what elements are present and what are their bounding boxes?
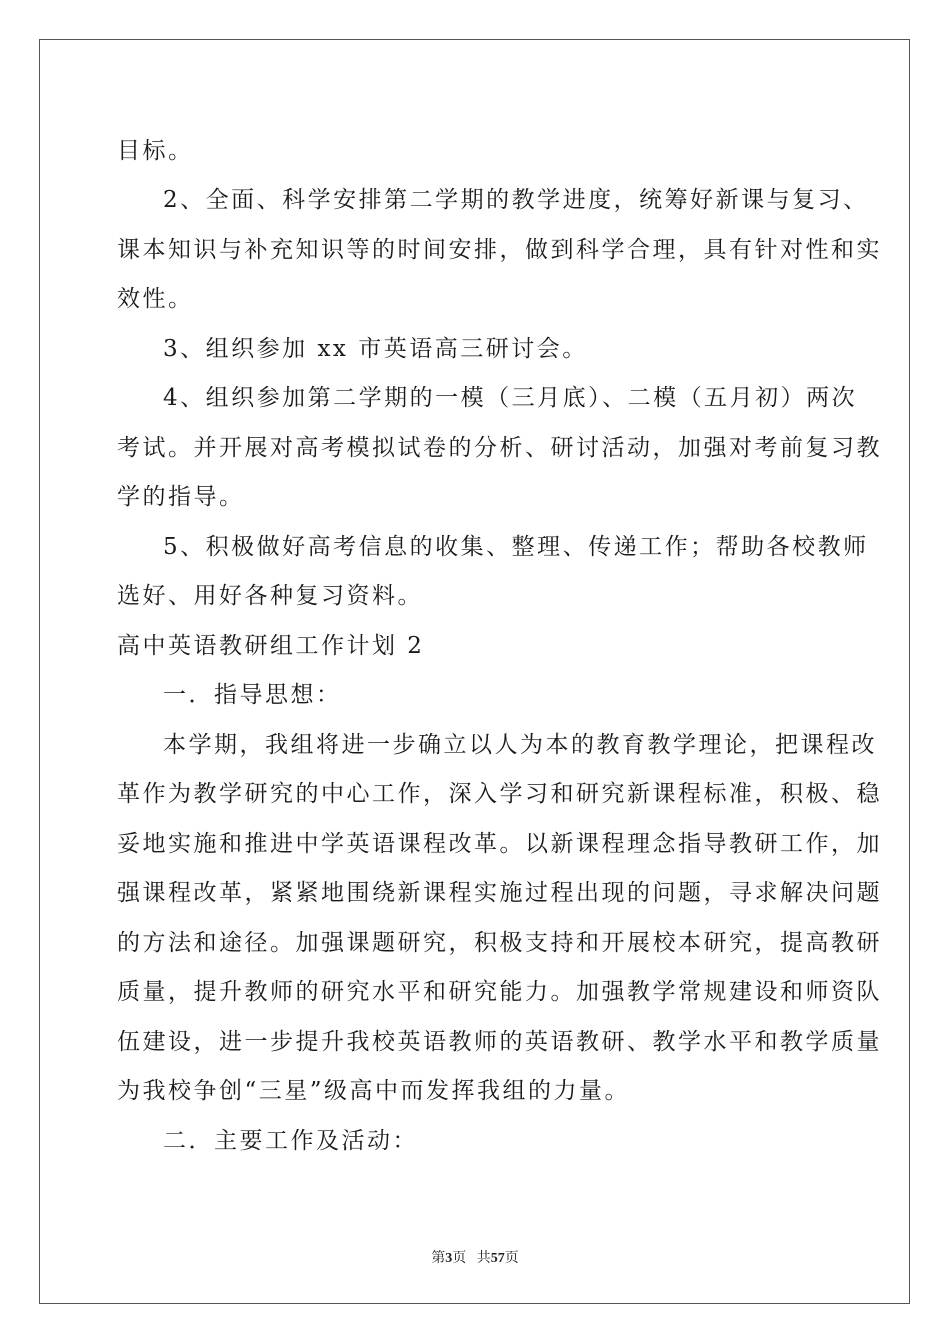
paragraph-line: 强课程改革，紧紧地围绕新课程实施过程出现的问题，寻求解决问题 <box>117 880 882 906</box>
paragraph-line: 4、组织参加第二学期的一模（三月底）、二模（五月初）两次 <box>163 385 858 411</box>
paragraph-line: 5、积极做好高考信息的收集、整理、传递工作；帮助各校教师 <box>163 534 869 560</box>
paragraph-line: 效性。 <box>117 286 194 312</box>
paragraph-line: 目标。 <box>117 138 194 164</box>
page-border <box>39 39 910 1304</box>
total-suffix: 页 <box>504 1251 519 1266</box>
paragraph-line: 2、全面、科学安排第二学期的教学进度，统筹好新课与复习、 <box>163 187 869 213</box>
paragraph-line: 伍建设，进一步提升我校英语教师的英语教研、教学水平和教学质量 <box>117 1029 882 1055</box>
paragraph-line: 革作为教学研究的中心工作，深入学习和研究新课程标准，积极、稳 <box>117 781 882 807</box>
paragraph-line: 3、组织参加 xx 市英语高三研讨会。 <box>163 336 588 362</box>
section-title: 高中英语教研组工作计划 2 <box>117 633 425 659</box>
paragraph-line: 为我校争创“三星”级高中而发挥我组的力量。 <box>117 1078 631 1104</box>
paragraph-line: 本学期，我组将进一步确立以人为本的教育教学理论，把课程改 <box>163 732 877 758</box>
total-prefix: 共 <box>476 1251 491 1266</box>
section-heading: 一．指导思想： <box>163 682 342 708</box>
section-heading: 二．主要工作及活动： <box>163 1128 418 1154</box>
paragraph-line: 考试。并开展对高考模拟试卷的分析、研讨活动，加强对考前复习教 <box>117 435 882 461</box>
paragraph-line: 课本知识与补充知识等的时间安排，做到科学合理，具有针对性和实 <box>117 237 882 263</box>
page-prefix: 第 <box>431 1251 446 1266</box>
paragraph-line: 的方法和途径。加强课题研究，积极支持和开展校本研究，提高教研 <box>117 930 882 956</box>
paragraph-line: 选好、用好各种复习资料。 <box>117 583 423 609</box>
page-footer <box>0 1247 950 1267</box>
page-suffix: 页 <box>452 1251 467 1266</box>
paragraph-line: 学的指导。 <box>117 484 245 510</box>
paragraph-line: 妥地实施和推进中学英语课程改革。以新课程理念指导教研工作，加 <box>117 831 882 857</box>
total-pages: 57 <box>490 1251 505 1266</box>
paragraph-line: 质量，提升教师的研究水平和研究能力。加强教学常规建设和师资队 <box>117 979 882 1005</box>
page-number: 3 <box>445 1251 453 1266</box>
